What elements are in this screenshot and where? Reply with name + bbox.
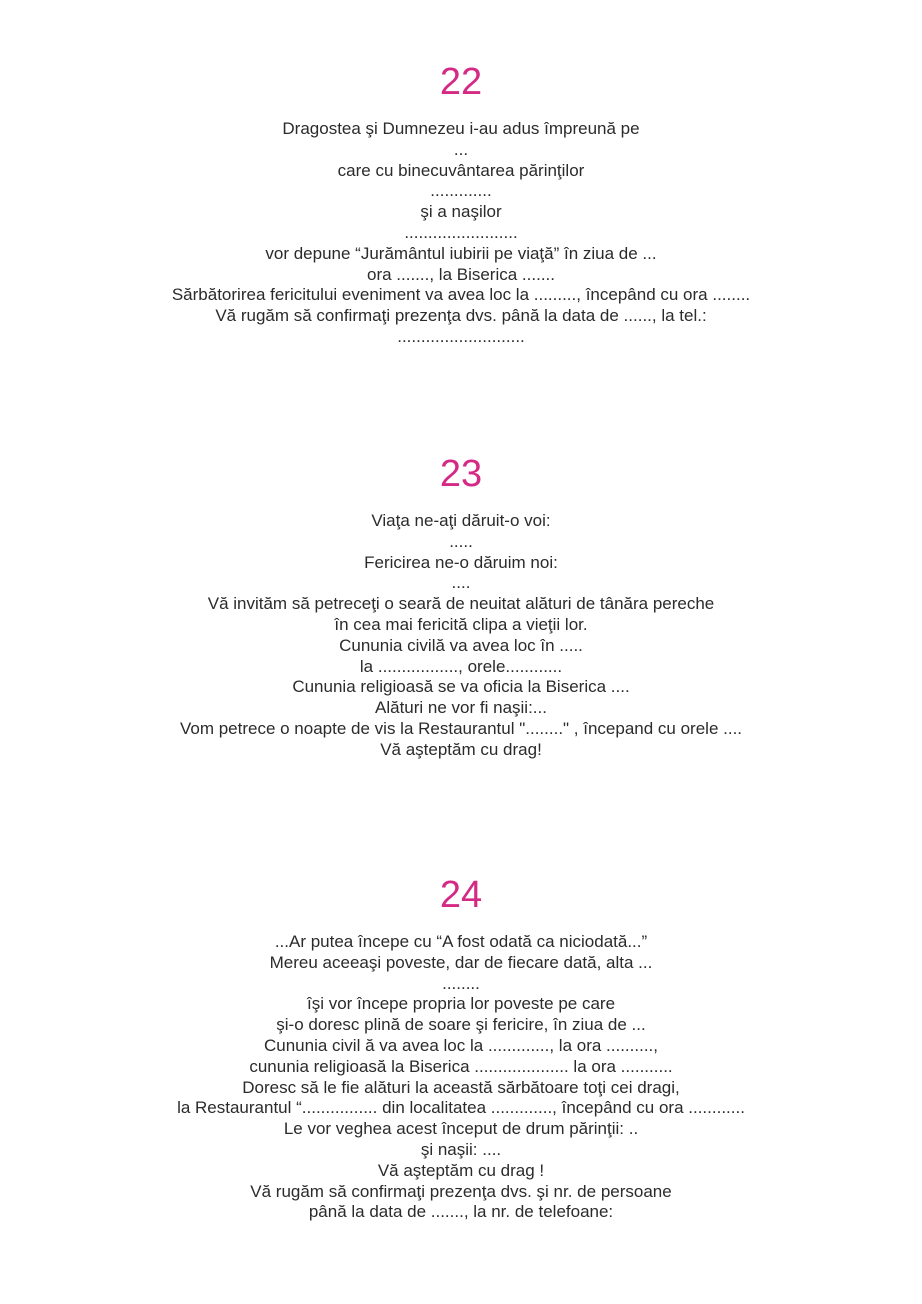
text-line: Vă rugăm să confirmaţi prezenţa dvs. şi nr. de persoane: [250, 1181, 672, 1201]
text-line: ........................: [404, 222, 518, 242]
invitation-lines: [0, 119, 922, 348]
template-number: 23: [439, 453, 483, 495]
text-line: Cununia religioasă se va oficia la Biserica ....: [292, 677, 630, 697]
text-line: cununia religioasă la Biserica .................... la ora ...........: [249, 1056, 673, 1076]
text-line: şi a naşilor: [420, 202, 502, 222]
text-line: .............: [430, 181, 492, 201]
text-line: Vă aşteptăm cu drag!: [380, 739, 542, 759]
text-line: Cununia civil ă va avea loc la ............., la ora ..........,: [263, 1035, 658, 1055]
template-number: 24: [439, 874, 483, 916]
invitation-text-24: [0, 873, 922, 1223]
text-line: ...Ar putea începe cu “A fost odată ca niciodată...”: [274, 932, 648, 951]
template-number: 22: [439, 61, 483, 103]
text-line: Vă aşteptăm cu drag !: [377, 1160, 545, 1180]
text-line: în cea mai fericită clipa a vieţii lor.: [334, 614, 588, 634]
text-line: Vom petrece o noapte de vis la Restaurantul "........" , începand cu orele ....: [179, 718, 743, 738]
text-line: Mereu aceeaşi poveste, dar de fiecare dată, alta ...: [269, 952, 653, 972]
invitation-text-23: [0, 452, 922, 761]
text-line: Vă rugăm să confirmaţi prezenţa dvs. până la data de ......, la tel.:: [215, 306, 707, 326]
text-line: până la data de ......., la nr. de telefoane:: [308, 1202, 614, 1222]
text-line: şi-o doresc plină de soare şi fericire, în ziua de ...: [276, 1015, 646, 1035]
text-line: care cu binecuvântarea părinţilor: [337, 160, 585, 180]
text-line: ora ......., la Biserica .......: [366, 264, 555, 284]
text-line: Sărbătorirea fericitului eveniment va avea loc la ........., începând cu ora ........: [171, 285, 751, 305]
invitation-lines: [0, 511, 922, 761]
invitation-lines: [0, 932, 922, 1223]
text-line: Doresc să le fie alături la această sărbătoare toţi cei dragi,: [242, 1077, 680, 1097]
text-line: Dragostea şi Dumnezeu i-au adus împreună pe: [282, 119, 640, 138]
invitation-text-22: [0, 60, 922, 348]
text-line: Viaţa ne-aţi dăruit-o voi:: [371, 511, 551, 530]
text-line: îşi vor începe propria lor poveste pe care: [306, 994, 616, 1014]
text-line: Vă invităm să petreceţi o seară de neuitat alături de tânăra pereche: [207, 594, 715, 614]
text-line: ........: [442, 973, 480, 993]
text-line: vor depune “Jurământul iubirii pe viaţă” în ziua de ...: [265, 243, 657, 263]
text-line: Le vor veghea acest început de drum părinţii: ..: [283, 1119, 639, 1139]
text-line: Cununia civilă va avea loc în .....: [339, 635, 583, 655]
text-line: .....: [449, 531, 473, 551]
text-line: ...: [453, 139, 469, 159]
text-line: şi naşii: ....: [420, 1139, 502, 1159]
text-line: Fericirea ne-o dăruim noi:: [364, 552, 558, 572]
text-line: la Restaurantul “................ din localitatea ............., începând cu ora ............: [177, 1098, 745, 1118]
text-line: ...........................: [397, 326, 525, 346]
text-line: Alături ne vor fi naşii:...: [375, 698, 547, 718]
text-line: ....: [451, 573, 471, 593]
text-line: la ................., orele............: [359, 656, 563, 676]
